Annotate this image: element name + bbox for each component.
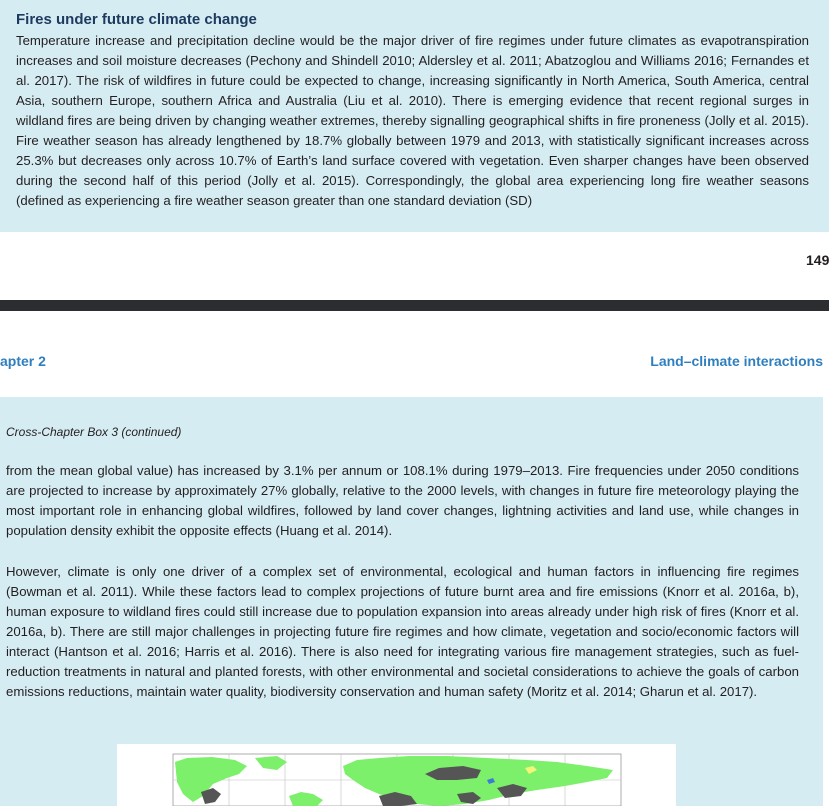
figure-panel (117, 744, 676, 806)
running-header-title: Land–climate interactions (650, 353, 823, 369)
box-heading: Fires under future climate change (16, 11, 257, 28)
box-paragraph-2: However, climate is only one driver of a complex set of environmental, ecological and human factors in influencing fire regimes (Bowman et al. 2011). While these factors lead to complex projections of future burnt area and fire emissions (Knorr et al. 2016a, b), human exposure to wildland fires could still increase due to population expansion into areas already under high risk of fires (Knorr et al. 2016a, b). There are still major challenges in projecting future fire regimes and how climate, vegetation and socio/economic factors will interact (Hantson et al. 2016; Harris et al. 2016). There is also need for integrating various fire management strategies, such as fuel-reduction treatments in natural and planted forests, with other environmental and societal considerations to achieve the goals of carbon emissions reductions, maintain water quality, biodiversity conservation and human safety (Moritz et al. 2014; Gharun et al. 2017). (6, 564, 799, 699)
page-number: 149 (806, 252, 829, 268)
box-paragraph-1: from the mean global value) has increased by 3.1% per annum or 108.1% during 1979–2013. Fire frequencies under 2050 conditions are projected to increase by approximately 27% globally, relative to the 2000 levels, with changes in future fire meteorology playing the most important role in enhancing global wildfires, followed by land cover changes, lightning activities and land use, while changes in population density exhibit the opposite effects (Huang et al. 2014). (6, 463, 799, 538)
page-divider (0, 300, 829, 311)
world-map-figure (117, 744, 676, 806)
box-continued-label: Cross-Chapter Box 3 (continued) (6, 425, 182, 439)
running-header-chapter: apter 2 (0, 353, 46, 369)
box-paragraph-top: Temperature increase and precipitation decline would be the major driver of fire regimes under future climates as evapotranspiration increases and soil moisture decreases (Pechony and Shindell 2010; Aldersley et al. 2011; Abatzoglou and Williams 2016; Fernandes et al. 2017). The risk of wildfires in future could be expected to change, increasing significantly in North America, South America, central Asia, southern Europe, southern Africa and Australia (Liu et al. 2010). There is emerging evidence that recent regional surges in wildland fires are being driven by changing weather extremes, thereby signalling geographical shifts in fire proneness (Jolly et al. 2015). Fire weather season has already lengthened by 18.7% globally between 1979 and 2013, with statistically significant increases across 25.3% but decreases only across 10.7% of Earth’s land surface covered with vegetation. Even sharper changes have been observed during the second half of this period (Jolly et al. 2015). Correspondingly, the global area experiencing long fire weather seasons (defined as experiencing a fire weather season greater than one standard deviation (SD) (16, 33, 809, 208)
